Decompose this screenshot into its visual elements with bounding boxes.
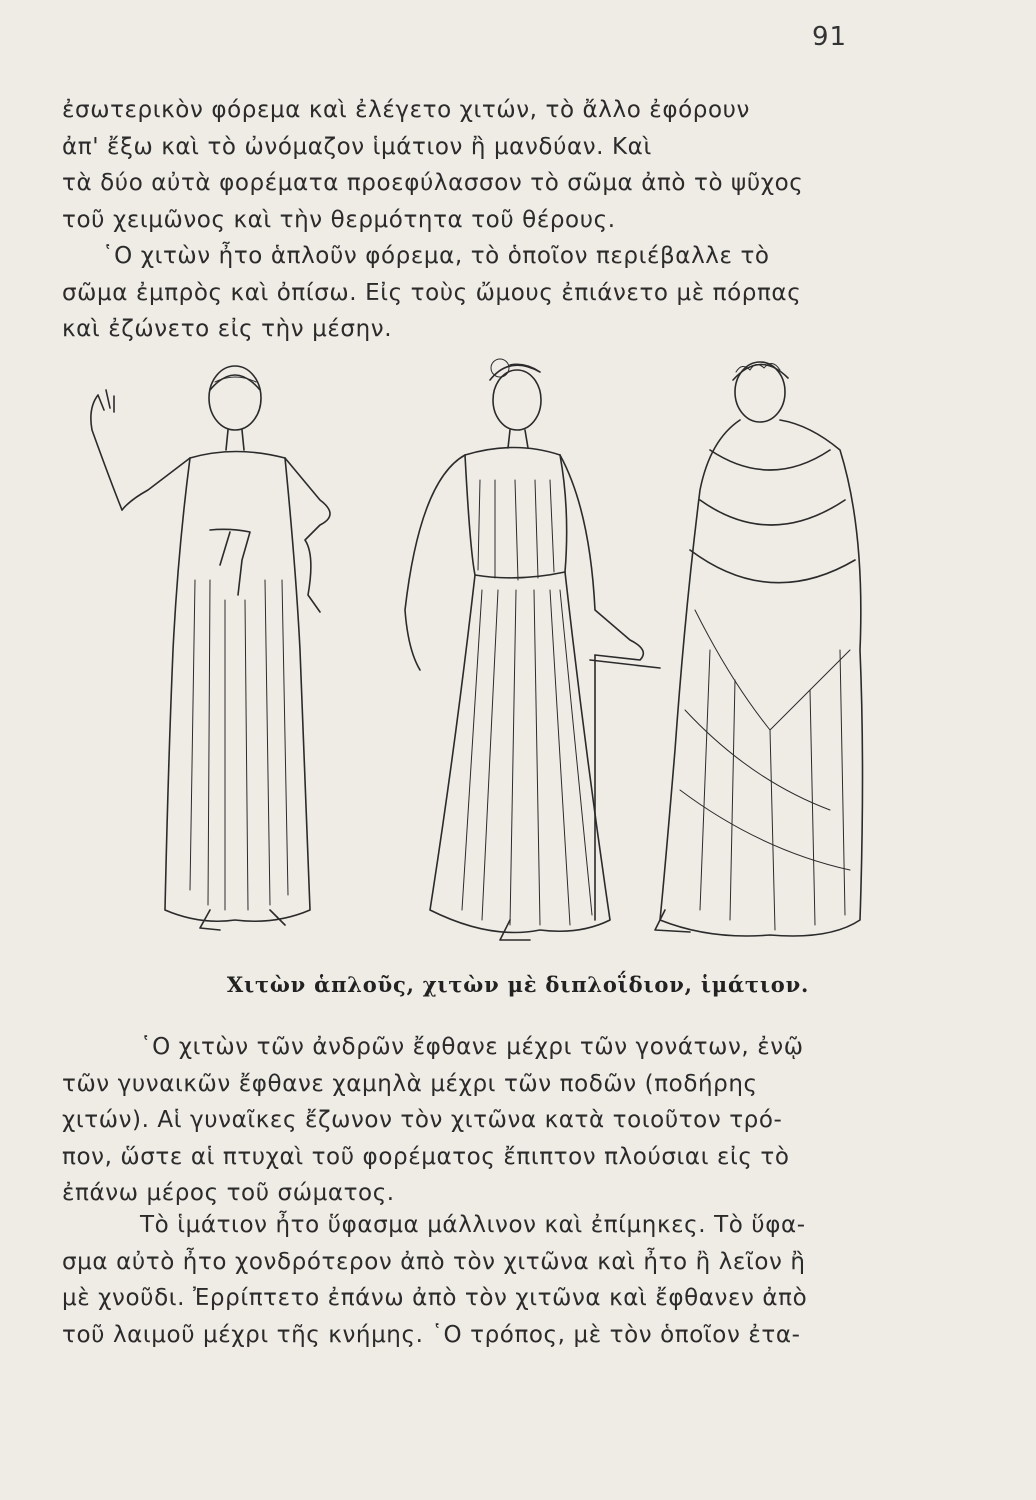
text-line: μὲ χνοῦδι. Ἐρρίπτετο ἐπάνω ἀπὸ τὸν χιτῶνα καὶ ἔφθανεν ἀπὸ: [62, 1285, 808, 1311]
text-line: πον, ὥστε αἱ πτυχαὶ τοῦ φορέματος ἔπιπτον πλούσιαι εἰς τὸ: [62, 1143, 790, 1170]
clothing-illustration: [70, 350, 890, 965]
text-line: τοῦ χειμῶνος καὶ τὴν θερμότητα τοῦ θέρους.: [62, 206, 616, 233]
text-line: ῾Ο χιτὼν τῶν ἀνδρῶν ἔφθανε μέχρι τῶν γονάτων, ἐνῷ: [140, 1034, 804, 1060]
text-line: Τὸ ἱμάτιον ἦτο ὕφασμα μάλλινον καὶ ἐπίμηκες. Τὸ ὕφα-: [140, 1212, 806, 1238]
text-line: καὶ ἐζώνετο εἰς τὴν μέσην.: [62, 316, 393, 342]
text-line: τὰ δύο αὐτὰ φορέματα προεφύλασσον τὸ σῶμα ἀπὸ τὸ ψῦχος: [62, 170, 804, 196]
text-line: ἀπ' ἔξω καὶ τὸ ὠνόμαζον ἱμάτιον ἢ μανδύαν. Καὶ: [62, 133, 652, 160]
text-line: σμα αὐτὸ ἦτο χονδρότερον ἀπὸ τὸν χιτῶνα καὶ ἦτο ἢ λεῖον ἢ: [62, 1248, 806, 1275]
text-line: τοῦ λαιμοῦ μέχρι τῆς κνήμης. ῾Ο τρόπος, μὲ τὸν ὁποῖον ἐτα-: [62, 1321, 801, 1348]
paragraph-chiton: [62, 238, 912, 348]
text-line: σῶμα ἐμπρὸς καὶ ὀπίσω. Εἰς τοὺς ὤμους ἐπιάνετο μὲ πόρπας: [62, 279, 802, 306]
paragraph-himation: [62, 1207, 912, 1353]
paragraph-length: [62, 1029, 912, 1212]
page-number: 91: [812, 22, 848, 52]
text-line: χιτών). Αἱ γυναῖκες ἔζωνον τὸν χιτῶνα κατὰ τοιοῦτον τρό-: [62, 1107, 783, 1133]
figure-simple-chiton: [91, 366, 330, 930]
three-figures-drawing: [70, 350, 890, 965]
text-line: ῾Ο χιτὼν ἦτο ἁπλοῦν φόρεμα, τὸ ὁποῖον περιέβαλλε τὸ: [102, 243, 770, 269]
figure-chiton-with-diploidion: [405, 359, 660, 940]
figure-himation: [655, 362, 863, 936]
paragraph-intro: [62, 92, 912, 238]
figure-caption: Χιτὼν ἁπλοῦς, χιτὼν μὲ διπλοΐδιον, ἱμάτιον.: [226, 972, 810, 997]
text-line: ἐσωτερικὸν φόρεμα καὶ ἐλέγετο χιτών, τὸ ἄλλο ἐφόρουν: [62, 97, 751, 123]
text-line: ἐπάνω μέρος τοῦ σώματος.: [62, 1180, 395, 1206]
text-line: τῶν γυναικῶν ἔφθανε χαμηλὰ μέχρι τῶν ποδῶν (ποδήρης: [62, 1070, 758, 1097]
